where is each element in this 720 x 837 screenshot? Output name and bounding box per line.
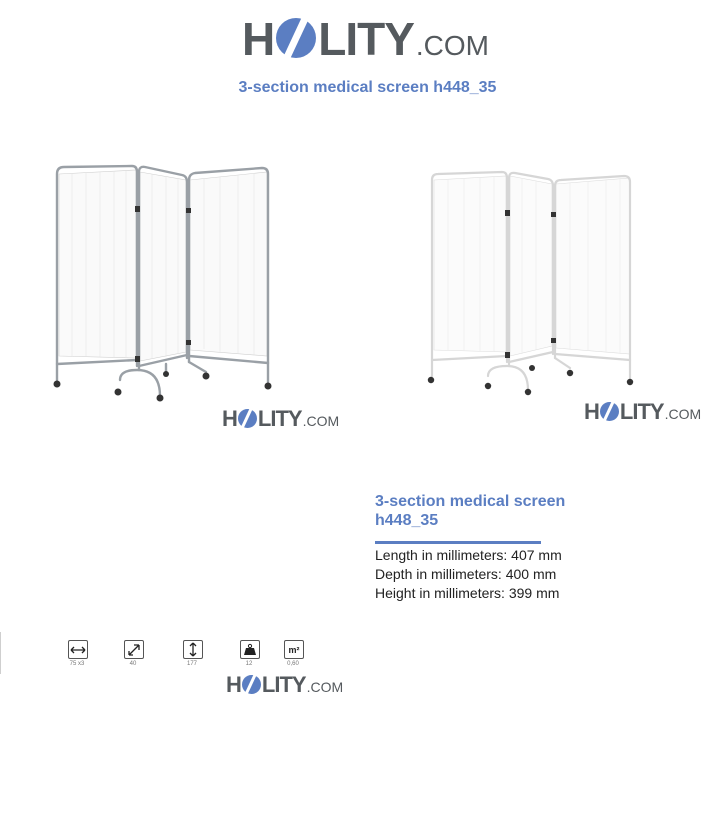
spec-length: Length in millimeters: 407 mm [375, 547, 562, 563]
logo-o-icon [276, 18, 316, 58]
icon-value-height: 177 [186, 661, 197, 667]
weight-icon [240, 640, 260, 659]
product-name: 3-section medical screen h448_35 [375, 493, 566, 529]
logo-o-icon [242, 675, 261, 694]
divider [375, 541, 541, 544]
logo-domain: .COM [415, 30, 490, 61]
logo-o-icon [238, 409, 257, 428]
icon-value-depth: 40 [129, 661, 137, 667]
holity-logo[interactable] [242, 12, 489, 66]
height-arrows-icon [183, 640, 203, 659]
page-title: 3-section medical screen h448_35 [238, 79, 497, 96]
logo-o-icon [600, 402, 619, 421]
square-meters-icon: m² [284, 640, 304, 659]
spec-depth: Depth in millimeters: 400 mm [375, 566, 557, 582]
icon-value-width: 75 x3 [69, 661, 85, 667]
logo-text-lity: LITY [318, 13, 414, 65]
icon-value-weight: 12 [245, 661, 253, 667]
product-image-white [424, 170, 638, 396]
spec-list [375, 546, 562, 603]
holity-watermark-logo: H LITY .COM [222, 406, 340, 431]
product-image-chrome [48, 158, 278, 404]
diagonal-arrow-icon [124, 640, 144, 659]
holity-watermark-logo: H LITY .COM [226, 672, 344, 697]
left-edge-line [0, 632, 1, 674]
holity-watermark-logo: H LITY .COM [584, 399, 702, 424]
icon-value-area: 0,60 [287, 661, 299, 667]
logo-text-h: H [242, 13, 275, 65]
spec-height: Height in millimeters: 399 mm [375, 585, 560, 601]
width-arrows-icon [68, 640, 88, 659]
